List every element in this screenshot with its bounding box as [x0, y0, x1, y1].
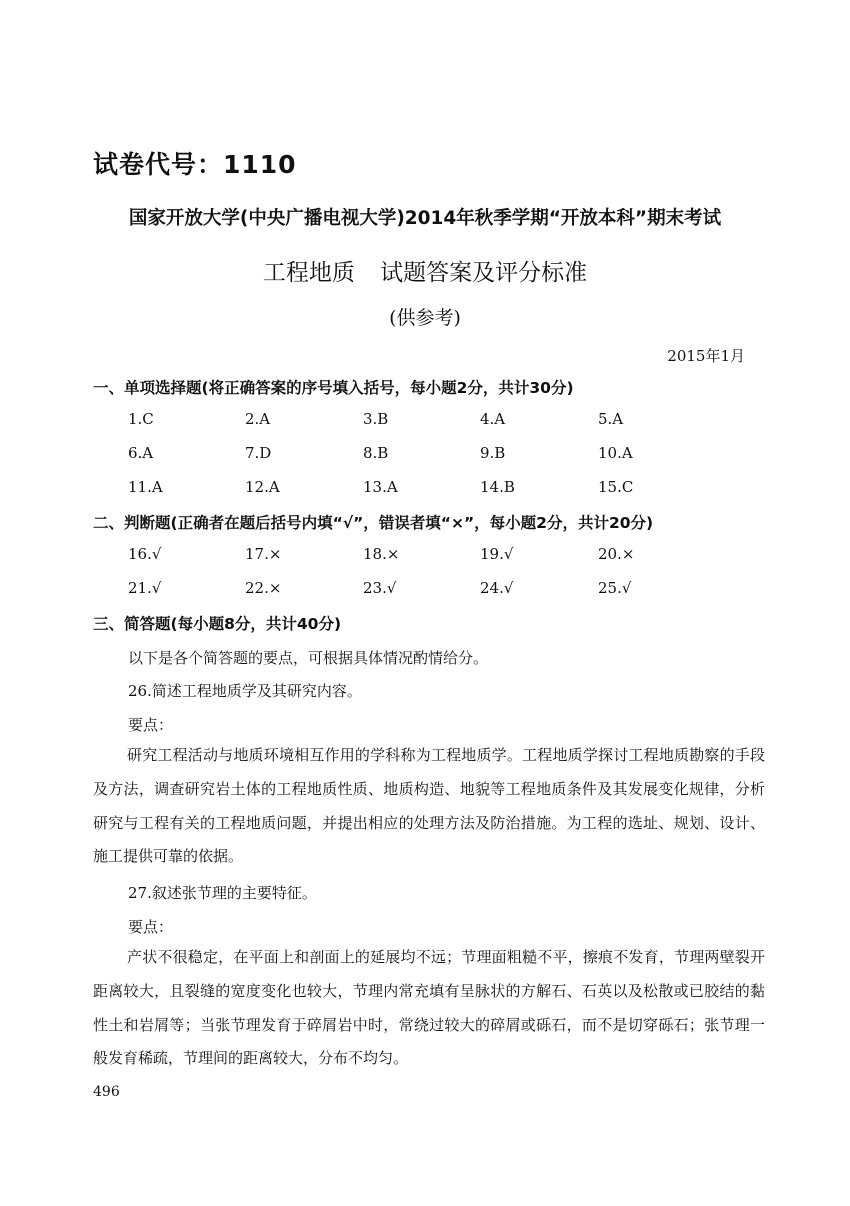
- answer-item: 8.B: [363, 444, 389, 462]
- answer-item: 9.B: [480, 444, 506, 462]
- answer-27: 产状不很稳定，在平面上和剖面上的延展均不远；节理面粗糙不平，擦痕不发育，节理两壁裂开距离较大，且裂缝的宽度变化也较大，节理内常充填有呈脉状的方解石、石英以及松散或已胶结的黏性土和岩屑等；当张节理发育于碎屑岩中时，常绕过较大的碎屑或砾石，而不是切穿砾石；张节理一般发育稀疏，节理间的距离较大，分布不均匀。: [93, 948, 765, 1068]
- answer-item: 6.A: [128, 444, 154, 462]
- answer-item: 3.B: [363, 410, 389, 428]
- answer-item: 14.B: [480, 478, 515, 496]
- answer-item: 5.A: [598, 410, 624, 428]
- answer-item: 15.C: [598, 478, 634, 496]
- answer-item: 20.×: [598, 545, 635, 563]
- paper-code: 试卷代号：1110: [93, 150, 297, 179]
- key-points-label: 要点：: [128, 918, 174, 936]
- page-number: 496: [93, 1084, 120, 1100]
- answer-row: [128, 444, 728, 466]
- answer-item: 19.√: [480, 545, 514, 563]
- answer-item: 12.A: [245, 478, 280, 496]
- section2-heading: 二、判断题(正确者在题后括号内填“√”，错误者填“×”，每小题2分，共计20分): [93, 514, 654, 532]
- answer-item: 11.A: [128, 478, 163, 496]
- answer-row: [128, 579, 728, 601]
- answer-item: 22.×: [245, 579, 282, 597]
- answer-item: 21.√: [128, 579, 162, 597]
- reference-note: (供参考): [389, 307, 461, 329]
- answer-item: 18.×: [363, 545, 400, 563]
- answer-item: 13.A: [363, 478, 398, 496]
- answer-item: 25.√: [598, 579, 632, 597]
- key-points-label: 要点：: [128, 716, 174, 734]
- section1-heading: 一、单项选择题(将正确答案的序号填入括号，每小题2分，共计30分): [93, 379, 574, 397]
- document-date: 2015年1月: [667, 347, 745, 365]
- question-27: 27.叙述张节理的主要特征。: [128, 884, 317, 902]
- section3-intro: 以下是各个简答题的要点，可根据具体情况酌情给分。: [128, 649, 489, 667]
- answer-item: 10.A: [598, 444, 633, 462]
- answer-item: 24.√: [480, 579, 514, 597]
- answer-item: 4.A: [480, 410, 506, 428]
- exam-title: 国家开放大学(中央广播电视大学)2014年秋季学期“开放本科”期末考试: [128, 208, 722, 229]
- answer-item: 17.×: [245, 545, 282, 563]
- answer-item: 1.C: [128, 410, 154, 428]
- document-title: 工程地质 试题答案及评分标准: [262, 260, 588, 286]
- answer-row: [128, 478, 728, 500]
- question-26: 26.简述工程地质学及其研究内容。: [128, 682, 362, 700]
- answer-item: 2.A: [245, 410, 271, 428]
- section3-heading: 三、简答题(每小题8分，共计40分): [93, 615, 342, 633]
- answer-item: 16.√: [128, 545, 162, 563]
- answer-item: 7.D: [245, 444, 272, 462]
- answer-item: 23.√: [363, 579, 397, 597]
- answer-row: [128, 545, 728, 567]
- answer-26: 研究工程活动与地质环境相互作用的学科称为工程地质学。工程地质学探讨工程地质勘察的手段及方法，调查研究岩土体的工程地质性质、地质构造、地貌等工程地质条件及其发展变化规律，分析研究与工程有关的工程地质问题，并提出相应的处理方法及防治措施。为工程的选址、规划、设计、施工提供可靠的依据。: [93, 746, 765, 866]
- answer-row: [128, 410, 728, 432]
